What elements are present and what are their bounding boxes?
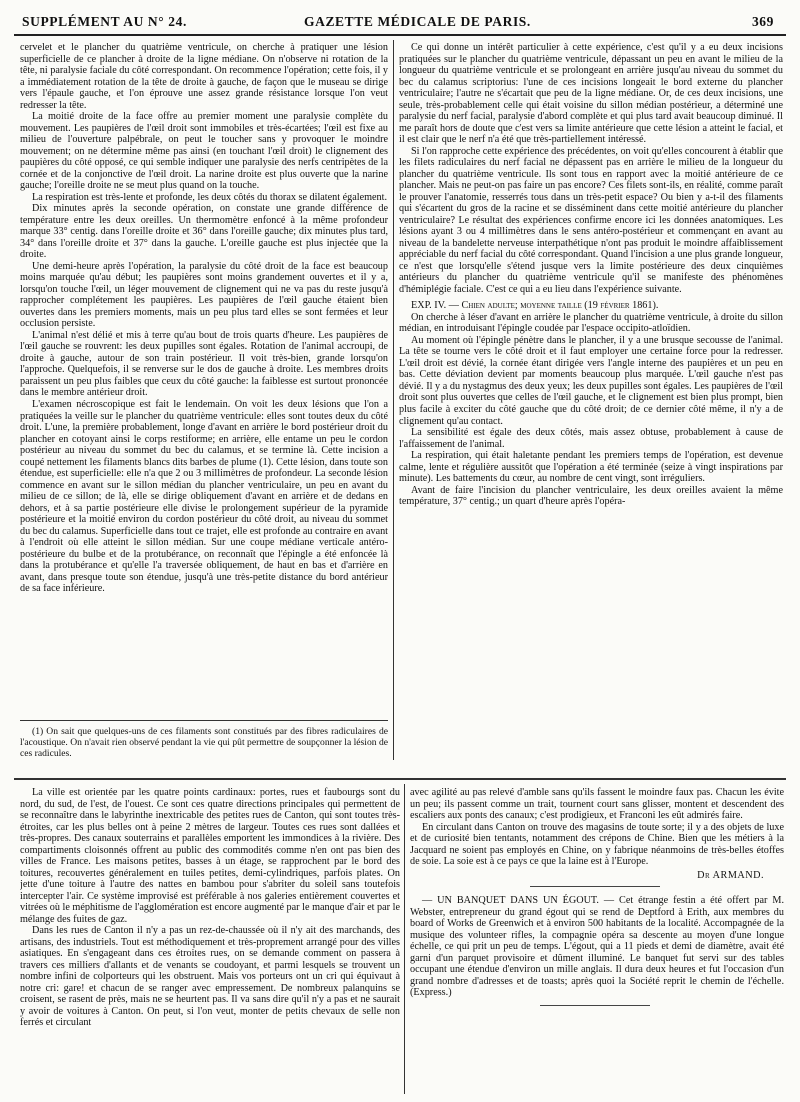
paragraph: Dans les rues de Canton il n'y a pas un rez-de-chaussée où il n'y ait des marchands, des artisans, des industriels. Tout est méthodiquement et très-proprement arrangé pour des villes asiatiques. En s'engageant dans ces étroites rues, on se demande comment on passera à travers ces milliers d'allants et de venants se coudoyant, et parmi lesquels se trouvent un nombre infini de colporteurs qui les obstruent. Mais vos porteurs ont un cri qui équivaut à notre cri: gare! et chacun de se ranger avec empressement. De nombreux palanquins se croisent, se rasent de près, mais ne se heurtent pas. Il va sans dire qu'il n'y a pas et ne saurait y avoir de voitures à Canton. On peut, si l'on veut, monter de petits chevaux de selle non ferrés et circulant [20,925,400,1029]
experiment-heading: EXP. IV. — Chien adulte; moyenne taille (19 février 1861). [411,300,659,312]
paragraph: La moitié droite de la face offre au premier moment une paralysie complète du mouvement. Les paupières de l'œil droit sont immobiles et très-écartées; l'œil est fixe au milieu de l'ouverture palpébrale, on peut le toucher sans y provoquer le moindre mouvement; on ne détermine même pas ainsi (en touchant l'œil droit) le clignement des paupières du côté opposé, ce qui semble indiquer une paralysie des nerfs centripètes de la cornée et de la conjonctive de l'œil droit. La narine droite est plus ouverte que la narine gauche; l'oreille droite ne se meut plus quand on la touche. [20,111,388,192]
paragraph: La respiration, qui était haletante pendant les premiers temps de l'opération, est devenue calme, lente et régulière aussitôt que l'opération a été terminée (seize à vingt inspirations par minute). Les battements du cœur, au nombre de cent vingt, sont irréguliers. [399,450,783,485]
paragraph: avec agilité au pas relevé d'amble sans qu'ils fassent le moindre faux pas. Chacun les évite un peu; ils passent comme un trait, tournent court sans glisser, montent et descendent des escaliers aux ponts des canaux; c'est prodigieux, et Franconi les eût admirés faire. [410,787,784,822]
paragraph: L'examen nécroscopique est fait le lendemain. On voit les deux lésions que l'on a pratiquées la veille sur le plancher du quatrième ventricule: elles sont toutes deux du côté droit. L'une, la première probablement, longe d'avant en arrière le bord postérieur droit du plancher en cotoyant ainsi le corps restiforme; en arrière, elle entame un peu le cordon postérieur au niveau du sommet du bec du calamus, et se termine là. Cette incision a coupé nettement les filaments blancs dits barbes de plume (1). Cette lésion, dans toute son étendue, est superficielle: elle n'a que 2 ou 3 millimètres de profondeur. La seconde lésion commence en avant sur le sillon médian du plancher ventriculaire, un peu en avant du milieu de ce sillon; de là, elle se dirige obliquement d'avant en arrière et de dedans en dehors, et à sa partie postérieure elle divise le prolongement supérieur de la pyramide postérieure et la moitié environ du cordon postérieur du côté droit, au niveau du sommet du bec du calamus. Superficielle dans tout ce trajet, elle est profonde au contraire en avant à l'endroit où elle atteint le sillon médian. Sur une coupe médiane verticale antéro-postérieure du bulbe et de la protubérance, on reconnaît que l'épingle a été enfoncée là dans la protubérance et qu'elle l'a traversée obliquement, de haut en bas et d'arrière en avant, dans presque toute son étendue, jusqu'à une très-petite distance du bord antérieur de sa face inférieure. [20,398,388,595]
paragraph: La respiration est très-lente et profonde, les deux côtés du thorax se dilatent également. [32,191,388,203]
author-signature: Dr ARMAND. [697,869,764,881]
journal-title: GAZETTE MÉDICALE DE PARIS. [304,14,531,29]
paragraph: cervelet et le plancher du quatrième ventricule, on cherche à pratiquer une lésion superficielle de ce plancher à droite de la ligne médiane. On n'observe ni rotation de la tête, ni paralysie faciale du côté correspondant. On recommence l'opération; cette fois, il y a immédiatement rotation de la tête de droite à gauche, de façon que le museau se dirige vers l'épaule gauche, et l'on éprouve une assez grande résistance lorsque l'on veut redresser la tête. [20,42,388,111]
footnote-text: (1) On sait que quelques-uns de ces filaments sont constitués par des fibres radiculaires de l'acoustique. On n'avait rien observé pendant la vie qui pût permettre de soupçonner la lésion de ces radicules. [20,726,388,760]
paragraph: On cherche à léser d'avant en arrière le plancher du quatrième ventricule, à droite du sillon médian, en introduisant l'épingle coudée par l'espace occipito-atloïdien. [399,311,783,335]
paragraph: En circulant dans Canton on trouve des magasins de toute sorte; il y a des objets de luxe et de curiosité bien tentants, notamment des crépons de Chine. Bien que les métiers à la Jacquard ne soient pas employés en Chine, on y fabrique néanmoins de très-belles étoffes de soie. La soie est à ce pays ce que la laine est à l'Europe. [410,821,784,868]
bottom-left-column [20,787,400,1093]
right-column [399,42,783,770]
column-divider [393,40,394,760]
supplement-label: SUPPLÉMENT AU N° 24. [22,14,187,29]
page-number: 369 [751,14,774,29]
paragraph: Une demi-heure après l'opération, la paralysie du côté droit de la face est beaucoup moins marquée qu'au début; les paupières sont moins grandement ouvertes et il y a, lorsqu'on touche l'œil, un léger mouvement de clignement qui ne va pas du reste jusqu'à rapprocher complétement les paupières. Les paupières de l'œil gauche étaient bien ouvertes dans les premiers moments, mais un peu plus tard elles se sont fermées et leur occlusion persiste. [20,260,388,330]
bottom-right-column [410,787,784,1093]
paragraph: La ville est orientée par les quatre points cardinaux: portes, rues et faubourgs sont du nord, du sud, de l'est, de l'ouest. Ce sont ces quatre directions principales qui permettent de se reconnaître dans le labyrinthe inextricable des petites rues de Canton, qui sont toutes très-étroites, car les plus belles ont à peine 2 mètres de largeur. Toutes ces rues sont dallées et très-propres. Des canaux souterrains et parallèles emportent les immondices à la rivière. Des compartiments cloisonnés offrent au public des commodités comme n'en ont pas bien des villes de France. Les maisons petites, basses à un étage, se rapprochent par le bord des toitures, recouvertes généralement en tuiles petites, demi-cylindriques, parfois plates. On jette d'une toiture à l'autre des nattes en bambou pour s'abriter du soleil sans toutefois intercepter l'air. Ce système improvisé est préférable à nos galeries entièrement couvertes et vitrées où le méphitisme de l'agglomération est encore augmenté par le manque d'air et par le mélange des fuites de gaz. [20,787,400,925]
paragraph: Au moment où l'épingle pénètre dans le plancher, il y a une brusque secousse de l'animal. La tête se tourne vers le côté droit et il faut employer une certaine force pour la redresser. L'œil droit est dévié, la cornée étant dirigée vers l'angle interne des paupières et un peu en bas. Cette déviation devient par moments beaucoup plus marquée. L'œil gauche n'est pas dévié. Il y a du nystagmus des deux yeux; les deux pupilles sont égales. Les paupières de l'œil droit sont plus ouvertes que celles de l'œil gauche, et le clignement est bien plus prompt, bien plus facile à exciter du côté gauche que du côté droit; de ce dernier côté même, il n'y a de clignement qu'au contact. [399,334,783,427]
end-separator [540,1005,650,1006]
banquet-article: — UN BANQUET DANS UN ÉGOUT. — Cet étrange festin a été offert par M. Webster, entrepreneur du grand égout qui se rend de Deptford à Erith, aux membres du board of Works de Greenwich et à environ 500 habitants de la localité. Accompagnée de la musique des volunteer rifles, la compagnie opéra sa descente au moyen d'une longue échelle, ce qui prit un peu de temps. L'égout, qui a 11 pieds et demi de diamètre, avait été garni d'un parquet provisoire et dûment illuminé. Le banquet fut servi sur des tables occupant une étendue d'environ un mille anglais. Il dura deux heures et fut l'occasion d'un grand nombre d'adresses et de toasts; après quoi la Société reprit le chemin de l'échelle. (Express.) [410,895,784,999]
left-column [20,42,388,716]
footnote [20,726,388,766]
paragraph: Avant de faire l'incision du plancher ventriculaire, les deux oreilles avaient la même température, 37° centig.; un quart d'heure après l'opéra- [399,484,783,508]
paragraph: La sensibilité est égale des deux côtés, mais assez obtuse, probablement à cause de l'affaissement de l'animal. [399,427,783,450]
paragraph: Si l'on rapproche cette expérience des précédentes, on voit qu'elles concourent à établir que les filets radiculaires du nerf facial ne dépassent pas en arrière le milieu de la longueur du plancher du quatrième ventricule. Ils sont tous en rapport avec la moitié antérieure de ce plancher. Mais ne peut-on pas faire un pas encore? Ces filets sont-ils, en réalité, comme paraît le prouver l'anatomie, resserrés tous dans un très-petit espace? Ou bien y a-t-il des filaments qui s'écartent du gros de la racine et se disséminent dans cette moitié antérieure du plancher ventriculaire? Le résultat des expériences confirme encore ici les données anatomiques. Les lésions ayant 3 ou 4 millimètres dans le sens antéro-postérieur et commençant en avant au niveau de la bandelette nerveuse interpathétique n'ont pas produit le moindre affaiblissement appréciable du nerf facial du côté correspondant. Quand l'incision a une plus grande longueur, ce n'est que lorsqu'elle s'étend jusque vers la limite postérieure des deux cinquièmes antérieurs du plancher du quatrième ventricule qu'il se manifeste des phénomènes d'hémiplégie faciale. C'est ce qui a eu lieu dans l'expérience suivante. [399,145,783,295]
paragraph: L'animal n'est délié et mis à terre qu'au bout de trois quarts d'heure. Les paupières de l'œil gauche se rouvrent: les deux pupilles sont égales. Rotation de l'animal accroupi, de droite à gauche, autour de son train postérieur. Il voit très-bien, grande lorsqu'on l'approche. Quelquefois, il se renverse sur le dos de gauche à droite. Les membres droits paraissent un peu plus faibles que ceux du côté gauche: la faiblesse est surtout prononcée dans le membre antérieur droit. [20,329,388,399]
article-separator [530,886,660,887]
paragraph: Ce qui donne un intérêt particulier à cette expérience, c'est qu'il y a eu deux incisions pratiquées sur le plancher du quatrième ventricule, dépassant un peu en avant le milieu de la longueur du quatrième ventricule et se prolongeant en arrière jusqu'au niveau du sommet du bec du calamus scriptorius: l'une de ces incisions longeait le bord externe du plancher ventriculaire; l'autre ne s'écartait que peu de la ligne médiane. Or, de ces deux incisions, une seule, très-probablement celle qui était voisine du sillon médian postérieur, a déterminé une paralysie du nerf facial, paralysie d'abord complète et qui plus tard avait beaucoup diminué. Il me paraît hors de doute que c'est vers sa limite antérieure que cette lésion a atteint le facial, et il est clair que le nerf n'a été que très-partiellement intéressé. [399,42,783,146]
paragraph: Dix minutes après la seconde opération, on constate une grande différence de température entre les deux oreilles. Un thermomètre enfoncé à la même profondeur marque 33° centig. dans l'oreille droite et 36° dans l'oreille gauche; dix minutes plus tard, 34° dans l'oreille droite et 37° dans la gauche. L'oreille gauche est plus injectée que la droite. [20,203,388,261]
bottom-column-divider [404,784,405,1094]
section-divider [14,778,786,780]
page-header [14,10,786,36]
footnote-divider [20,720,388,721]
